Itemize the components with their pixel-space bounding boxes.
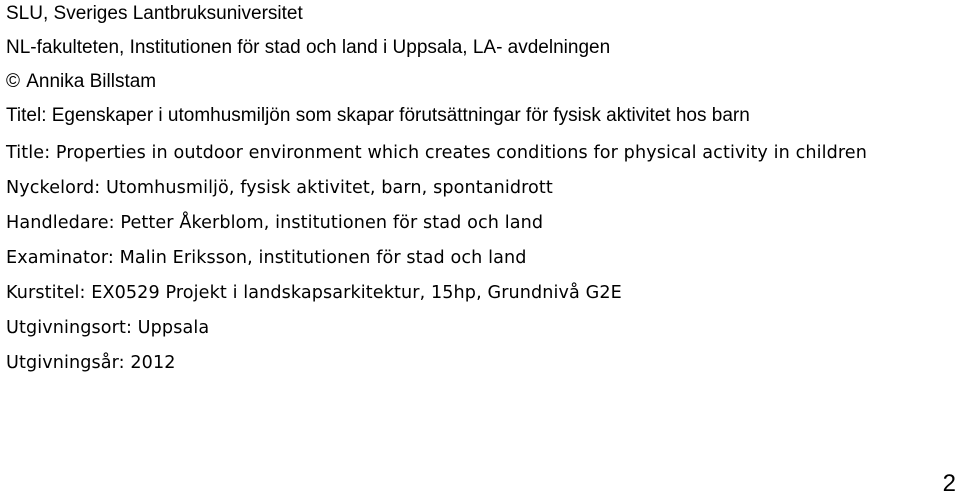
swedish-title-line: Titel: Egenskaper i utomhusmiljön som skapar förutsättningar för fysisk aktivitet hos barn bbox=[6, 105, 750, 126]
publication-year-line: Utgivningsår: 2012 bbox=[6, 353, 176, 373]
keywords-line: Nyckelord: Utomhusmiljö, fysisk aktivitet, barn, spontanidrott bbox=[6, 178, 553, 198]
publication-place-line: Utgivningsort: Uppsala bbox=[6, 318, 210, 338]
author-name: Annika Billstam bbox=[26, 71, 157, 92]
examiner-line: Examinator: Malin Eriksson, institutionen för stad och land bbox=[6, 248, 527, 268]
page-number: 2 bbox=[942, 470, 956, 497]
course-title-line: Kurstitel: EX0529 Projekt i landskapsarkitektur, 15hp, Grundnivå G2E bbox=[6, 283, 622, 303]
university-line: SLU, Sveriges Lantbruksuniversitet bbox=[6, 3, 303, 24]
department-line: NL-fakulteten, Institutionen för stad och land i Uppsala, LA- avdelningen bbox=[6, 37, 611, 58]
english-title-line: Title: Properties in outdoor environment which creates conditions for physical activity in children bbox=[6, 143, 867, 163]
copyright-icon: © bbox=[6, 71, 20, 92]
supervisor-line: Handledare: Petter Åkerblom, institutionen för stad och land bbox=[6, 213, 544, 233]
author-line bbox=[6, 70, 156, 94]
